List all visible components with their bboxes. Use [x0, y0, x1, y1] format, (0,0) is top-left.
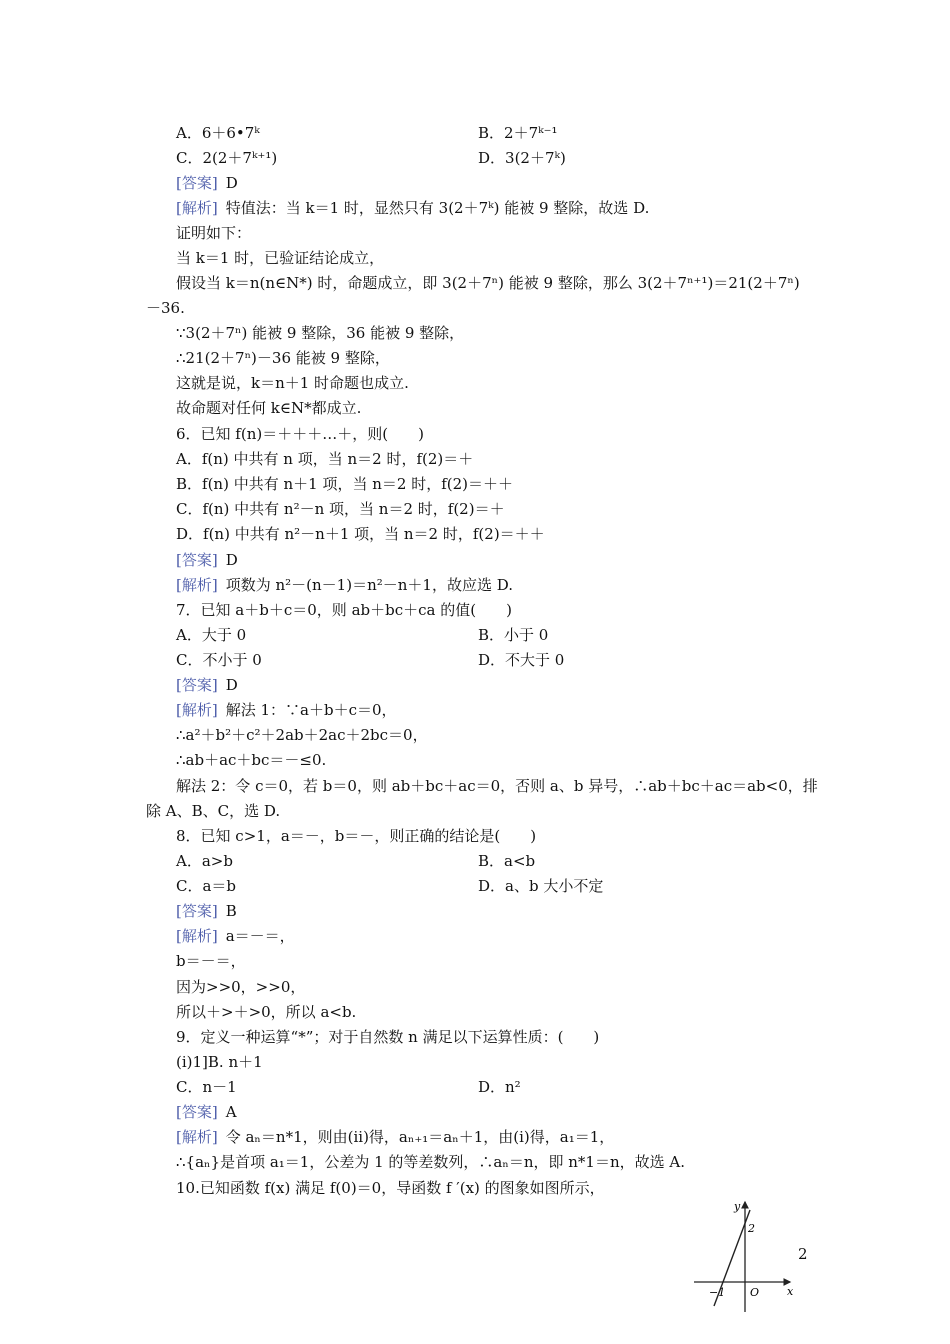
q8-analysis-line: b＝－＝， — [176, 952, 246, 970]
origin-label: O — [750, 1286, 760, 1299]
q5-analysis-line: ∵3(2＋7ⁿ) 能被 9 整除，36 能被 9 整除， — [176, 324, 465, 342]
x-tick-label: −1 — [709, 1286, 726, 1299]
page-number: 2 — [798, 1245, 808, 1263]
q5-option-d: D．3(2＋7ᵏ) — [478, 149, 566, 167]
q8-option-d: D．a、b 大小不定 — [478, 877, 604, 895]
q7-option-b: B．小于 0 — [478, 626, 549, 644]
analysis-tag: [解析] — [176, 199, 218, 217]
q8-stem: 8．已知 c>1，a＝－，b＝－，则正确的结论是( ) — [176, 827, 537, 845]
analysis-text: 令 aₙ＝n*1，则由(ii)得，aₙ₊₁＝aₙ＋1，由(i)得，a₁＝1， — [225, 1128, 615, 1146]
analysis-text: 特值法：当 k＝1 时，显然只有 3(2＋7ᵏ) 能被 9 整除，故选 D. — [225, 199, 650, 217]
q7-answer — [176, 675, 238, 695]
q8-analysis-line: 所以＋>＋>0，所以 a<b. — [176, 1003, 357, 1021]
q5-analysis-line: ∴21(2＋7ⁿ)－36 能被 9 整除， — [176, 349, 390, 367]
analysis-tag: [解析] — [176, 701, 218, 719]
answer-tag: [答案] — [176, 902, 218, 920]
analysis-text: 项数为 n²－(n－1)＝n²－n＋1，故应选 D. — [225, 576, 513, 594]
answer-tag: [答案] — [176, 174, 218, 192]
analysis-tag: [解析] — [176, 927, 218, 945]
q5-analysis-line: 这就是说，k＝n＋1 时命题也成立. — [176, 374, 409, 392]
q8-analysis — [176, 926, 295, 946]
q8-option-c: C．a＝b — [176, 877, 237, 895]
q9-analysis-line: ∴{aₙ}是首项 a₁＝1，公差为 1 的等差数列，∴aₙ＝n，即 n*1＝n，故选 A. — [176, 1153, 686, 1171]
q8-answer — [176, 901, 237, 921]
analysis-tag: [解析] — [176, 1128, 218, 1146]
answer-value: B — [225, 902, 237, 920]
q6-analysis — [176, 575, 513, 595]
answer-value: D — [225, 174, 238, 192]
q6-option-c: C．f(n) 中共有 n²－n 项，当 n＝2 时，f(2)＝＋ — [176, 500, 505, 518]
analysis-text: a＝－＝， — [225, 927, 295, 945]
q9-option-d: D．n² — [478, 1078, 521, 1096]
q5-option-a: A．6＋6•7ᵏ — [176, 124, 260, 142]
q5-analysis-line: 证明如下： — [176, 224, 252, 242]
q7-analysis-line: 除 A、B、C，选 D. — [146, 802, 281, 820]
q7-stem: 7．已知 a＋b＋c＝0，则 ab＋bc＋ca 的值( ) — [176, 601, 512, 619]
q5-analysis-line: 故命题对任何 k∈N*都成立. — [176, 399, 362, 417]
q10-stem: 10.已知函数 f(x) 满足 f(0)＝0，导函数 f ′(x) 的图象如图所示， — [176, 1179, 605, 1197]
y-axis-label: y — [734, 1200, 741, 1213]
q5-answer — [176, 173, 238, 193]
y-tick-label: 2 — [748, 1222, 755, 1235]
q5-analysis-line: 假设当 k＝n(n∈N*) 时，命题成立，即 3(2＋7ⁿ) 能被 9 整除，那么 3(2＋7ⁿ⁺¹)＝21(2＋7ⁿ) — [176, 274, 800, 292]
q7-analysis-line: ∴a²＋b²＋c²＋2ab＋2ac＋2bc＝0， — [176, 726, 428, 744]
answer-tag: [答案] — [176, 676, 218, 694]
q7-analysis-line: ∴ab＋ac＋bc＝－≤0. — [176, 751, 327, 769]
q6-answer — [176, 550, 238, 570]
q9-line: (i)1]B. n＋1 — [176, 1053, 263, 1071]
analysis-text: 解法 1：∵a＋b＋c＝0， — [225, 701, 397, 719]
q5-analysis-line: 当 k＝1 时，已验证结论成立， — [176, 249, 385, 267]
q9-analysis — [176, 1127, 614, 1147]
q6-option-b: B．f(n) 中共有 n＋1 项，当 n＝2 时，f(2)＝＋＋ — [176, 475, 513, 493]
q5-option-c: C．2(2＋7ᵏ⁺¹) — [176, 149, 278, 167]
q5-analysis-line: －36. — [146, 299, 185, 317]
x-axis-label: x — [787, 1285, 794, 1298]
q7-option-d: D．不大于 0 — [478, 651, 565, 669]
q7-analysis — [176, 700, 397, 720]
q8-analysis-line: 因为>>0，>>0， — [176, 978, 306, 996]
q5-option-b: B．2＋7ᵏ⁻¹ — [478, 124, 558, 142]
q6-stem: 6．已知 f(n)＝＋＋＋…＋，则( ) — [176, 425, 424, 443]
analysis-tag: [解析] — [176, 576, 218, 594]
answer-value: D — [225, 551, 238, 569]
q9-stem: 9．定义一种运算“*”；对于自然数 n 满足以下运算性质：( ) — [176, 1028, 600, 1046]
q9-answer — [176, 1102, 237, 1122]
answer-tag: [答案] — [176, 551, 218, 569]
q5-analysis — [176, 198, 649, 218]
q6-option-a: A．f(n) 中共有 n 项，当 n＝2 时，f(2)＝＋ — [176, 450, 474, 468]
derivative-graph — [690, 1196, 800, 1316]
answer-value: D — [225, 676, 238, 694]
q8-option-a: A．a>b — [176, 852, 233, 870]
q9-option-c: C．n－1 — [176, 1078, 237, 1096]
q7-option-c: C．不小于 0 — [176, 651, 262, 669]
answer-value: A — [225, 1103, 237, 1121]
q6-option-d: D．f(n) 中共有 n²－n＋1 项，当 n＝2 时，f(2)＝＋＋ — [176, 525, 545, 543]
q7-analysis-line: 解法 2：令 c＝0，若 b＝0，则 ab＋bc＋ac＝0，否则 a、b 异号，∴ab＋bc＋ac＝ab<0，排 — [176, 777, 818, 795]
q8-option-b: B．a<b — [478, 852, 536, 870]
q7-option-a: A．大于 0 — [176, 626, 247, 644]
answer-tag: [答案] — [176, 1103, 218, 1121]
